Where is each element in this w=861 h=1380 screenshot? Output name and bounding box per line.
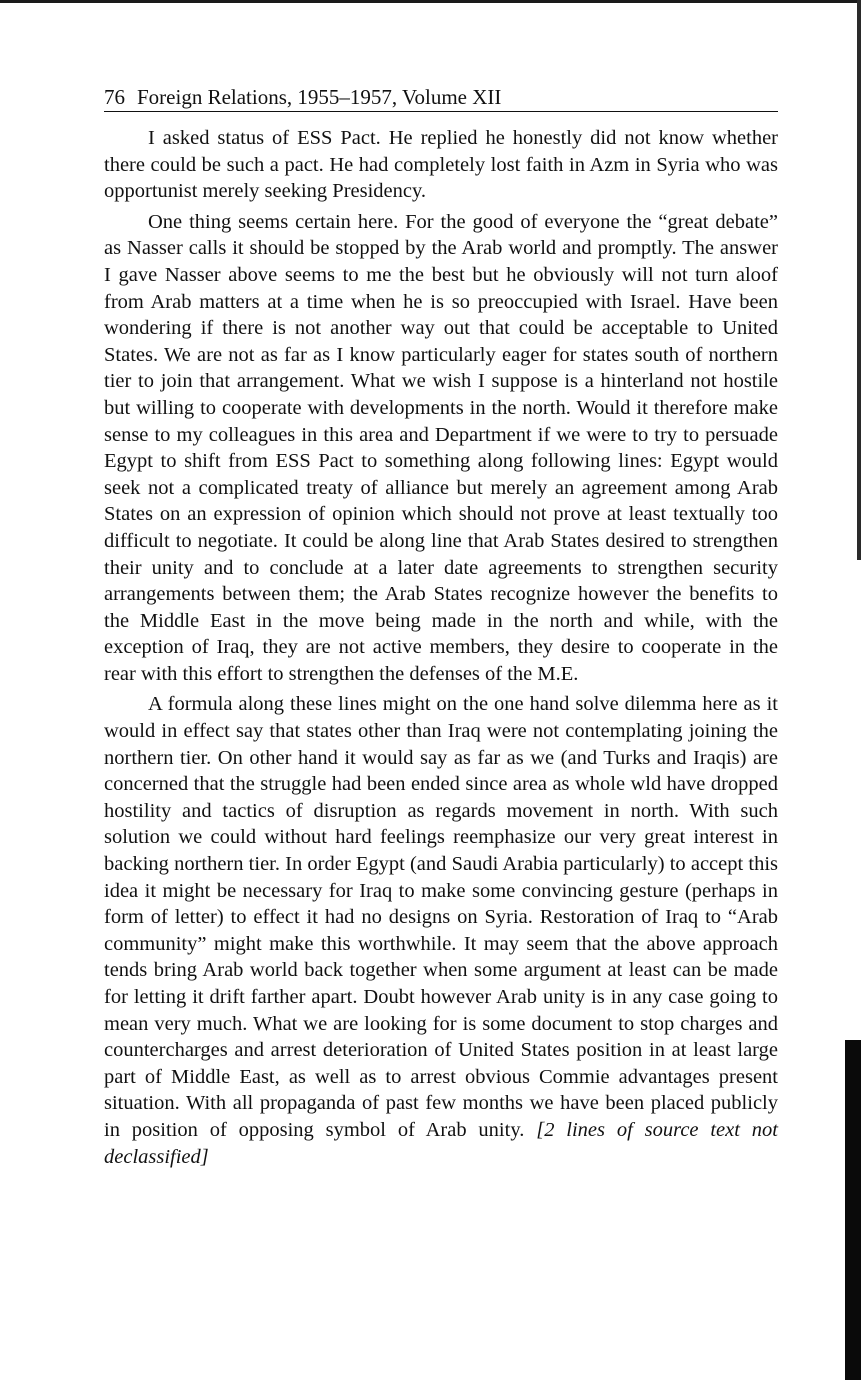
scan-right-edge-shadow (845, 1040, 861, 1380)
body-text (104, 125, 778, 1170)
editorial-note: [2 lines of source text not declassified] (104, 1118, 778, 1168)
running-header (104, 84, 778, 112)
running-title: Foreign Relations, 1955–1957, Volume XII (137, 85, 502, 109)
paragraph-2: One thing seems certain here. For the good of everyone the “great debate” as Nasser calls it should be stopped by the Arab world and promptly. The answer I gave Nasser above seems to me the best but he obviously will not turn aloof from Arab matters at a time when he is so preoccupied with Israel. Have been wondering if there is not another way out that could be acceptable to United States. We are not as far as I know particularly eager for states south of northern tier to join that arrangement. What we wish I suppose is a hinterland not hostile but willing to cooperate with developments in the north. Would it therefore make sense to my colleagues in this area and Department if we were to try to persuade Egypt to shift from ESS Pact to something along following lines: Egypt would seek not a complicated treaty of alliance but merely an agreement among Arab States on an expression of opinion which should not prove at least textually too difficult to negotiate. It could be along line that Arab States desired to strengthen their unity and to conclude at a later date agreements to strengthen security arrangements between them; the Arab States recognize however the benefits to the Middle East in the move being made in the north and while, with the exception of Iraq, they are not active members, they desire to cooperate in the rear with this effort to strengthen the defenses of the M.E. (104, 210, 778, 685)
paragraph-3-text: A formula along these lines might on the one hand solve dilemma here as it would in effect say that states other than Iraq were not contemplating joining the northern tier. On other hand it would say as far as we (and Turks and Iraqis) are concerned that the struggle had been ended since area as whole wld have dropped hostility and tactics of disruption as regards movement in north. With such solution we could without hard feelings reemphasize our very great interest in backing northern tier. In order Egypt (and Saudi Arabia particularly) to accept this idea it might be necessary for Iraq to make some convincing gesture (perhaps in form of letter) to effect it had no designs on Syria. Restoration of Iraq to “Arab community” might make this worthwhile. It may seem that the above approach tends bring Arab world back together when some argument at least can be made for letting it drift farther apart. Doubt however Arab unity is in any case going to mean very much. What we are looking for is some document to stop charges and countercharges and arrest deterioration of United States position in at least large part of Middle East, as well as to arrest obvious Commie advantages present situation. With all propaganda of past few months we have been placed publicly in position of opposing symbol of Arab unity. (104, 693, 778, 1141)
page-number: 76 (104, 85, 125, 109)
scan-top-edge (0, 0, 861, 3)
document-page (104, 84, 778, 1170)
scan-right-edge (857, 0, 861, 560)
paragraph-1: I asked status of ESS Pact. He replied he honestly did not know whether there could be such a pact. He had completely lost faith in Azm in Syria who was opportunist merely seeking Presidency. (104, 127, 778, 203)
paragraph-3 (104, 691, 778, 1170)
